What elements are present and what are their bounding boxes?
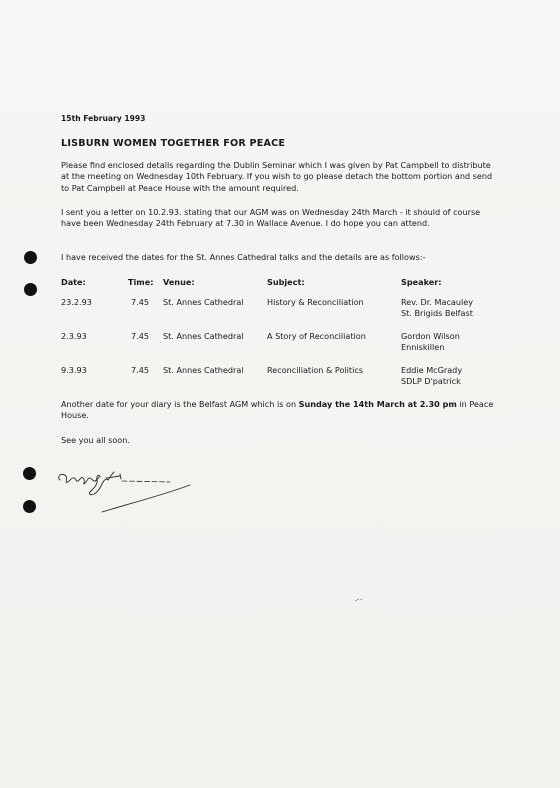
header-date: Date: <box>61 277 86 287</box>
header-time: Time: <box>128 277 154 287</box>
paragraph-talks-intro: I have received the dates for the St. Annes Cathedral talks and the details are as follows:- <box>61 252 426 262</box>
talk-date: 23.2.93 <box>61 297 92 307</box>
talk-speaker: Gordon Wilson <box>401 331 460 341</box>
agm-text-start: Another date for your diary is the Belfast AGM which is on <box>61 399 299 409</box>
talk-speaker-location: St. Brigids Belfast <box>401 308 473 318</box>
closing-line: See you all soon. <box>61 435 130 445</box>
letter-date: 15th February 1993 <box>61 114 146 123</box>
talk-speaker: Eddie McGrady <box>401 365 463 375</box>
punch-hole <box>23 500 36 513</box>
talk-speaker-location: Enniskillen <box>401 342 445 352</box>
paragraph-agm-correction: I sent you a letter on 10.2.93. stating that our AGM was on Wednesday 24th March - it should of course have been Wednesday 24th February at 7.30 in Wallace Avenue. I do hope you can attend. <box>61 207 481 229</box>
talk-date: 9.3.93 <box>61 365 87 375</box>
paragraph-belfast-agm <box>61 399 499 422</box>
talk-date: 2.3.93 <box>61 331 87 341</box>
pencil-mark <box>354 597 364 603</box>
talk-venue: St. Annes Cathedral <box>163 365 244 375</box>
agm-date-bold: Sunday the 14th March at 2.30 pm <box>298 399 457 409</box>
agm-text-end: in Peace House. <box>61 399 494 421</box>
talk-subject: A Story of Reconciliation <box>267 331 366 341</box>
punch-hole <box>23 467 36 480</box>
header-subject: Subject: <box>267 277 305 287</box>
header-venue: Venue: <box>163 277 195 287</box>
talk-speaker: Rev. Dr. Macauley <box>401 297 474 307</box>
handwritten-signature <box>50 458 200 518</box>
punch-hole <box>24 251 37 264</box>
talk-subject: Reconciliation & Politics <box>267 365 364 375</box>
talk-time: 7.45 <box>131 297 150 307</box>
organisation-heading: LISBURN WOMEN TOGETHER FOR PEACE <box>61 138 286 149</box>
talk-time: 7.45 <box>131 331 150 341</box>
punch-hole <box>24 283 37 296</box>
talk-speaker-location: SDLP D'patrick <box>401 376 461 386</box>
paragraph-seminar: Please find enclosed details regarding the Dublin Seminar which I was given by Pat Campbell to distribute at the meeting on Wednesday 10th February. If you wish to go please detach the bottom portion and send to Pat Campbell at Peace House with the amount required. <box>61 160 493 193</box>
talk-venue: St. Annes Cathedral <box>163 297 244 307</box>
header-speaker: Speaker: <box>401 277 442 287</box>
talk-time: 7.45 <box>131 365 150 375</box>
talk-subject: History & Reconciliation <box>267 297 364 307</box>
talk-venue: St. Annes Cathedral <box>163 331 244 341</box>
